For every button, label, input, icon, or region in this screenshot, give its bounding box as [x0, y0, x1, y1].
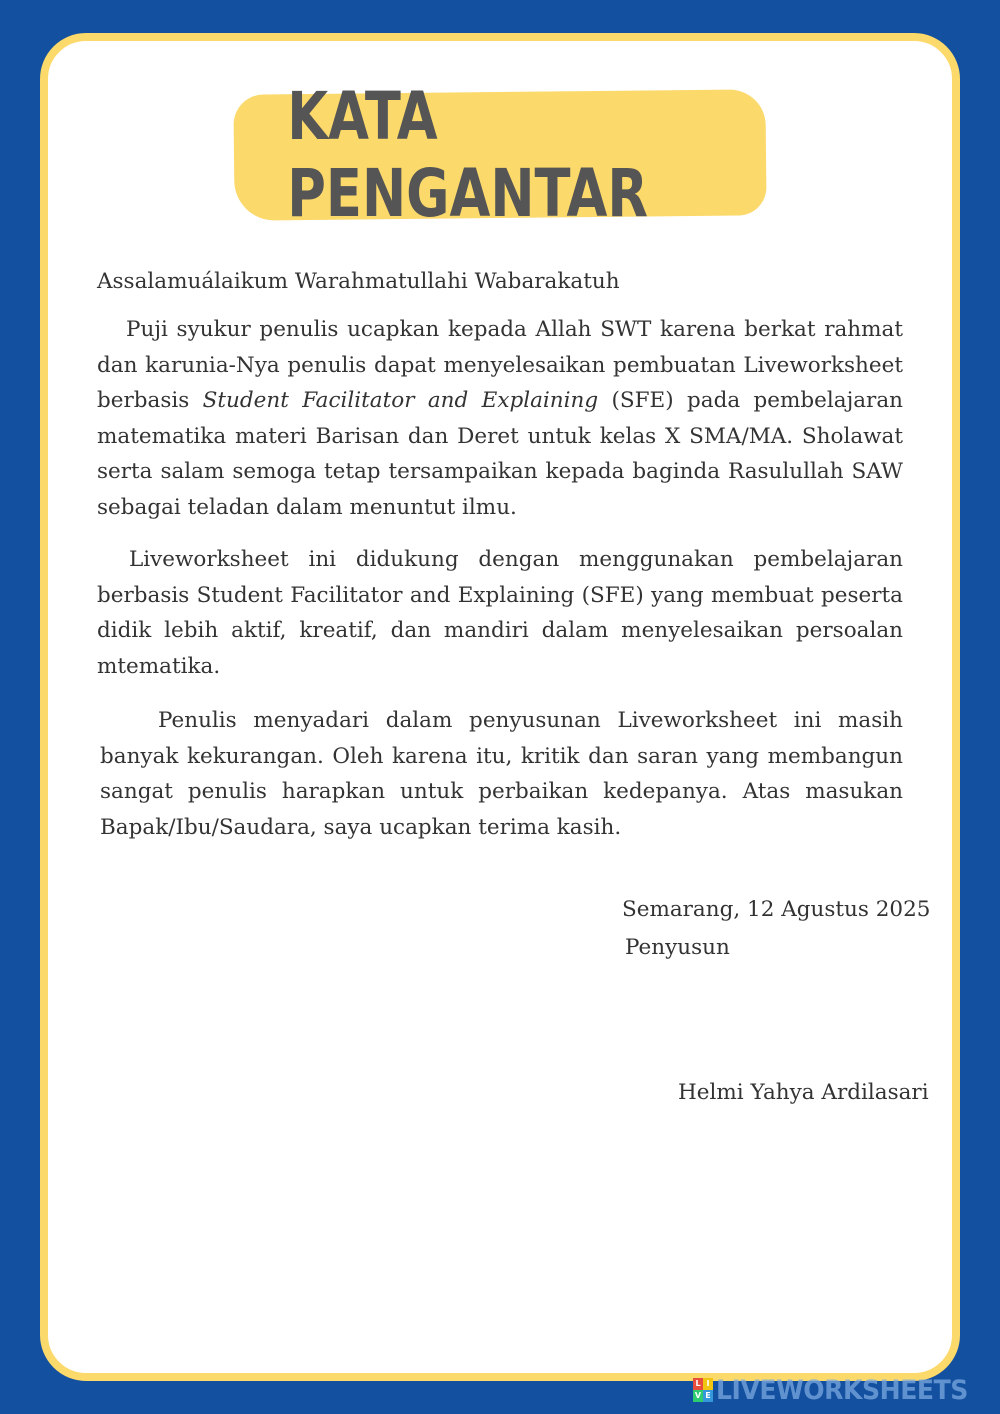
place-date: Semarang, 12 Agustus 2025 [622, 897, 931, 922]
signer-name: Helmi Yahya Ardilasari [678, 1080, 929, 1105]
page-title: KATA PENGANTAR [287, 78, 648, 232]
paragraph-1 [97, 312, 903, 526]
logo-letter-v: V [694, 1391, 702, 1400]
signer-role: Penyusun [625, 935, 730, 960]
paragraph-1-text-b: (SFE) pada pembelajaran matematika materi Barisan dan Deret untuk kelas X SMA/MA. Sholawat serta salam semoga tetap tersampaikan kepada baginda Rasulullah SAW sebagai teladan dalam menuntut ilmu. [97, 388, 904, 520]
liveworksheets-logo-icon [693, 1378, 713, 1402]
paragraph-3: Penulis menyadari dalam penyusunan Liveworksheet ini masih banyak kekurangan. Oleh karena itu, kritik dan saran yang membangun sangat penulis harapkan untuk perbaikan kedepanya. Atas masukan Bapak/Ibu/Saudara, saya ucapkan terima kasih. [100, 708, 903, 840]
logo-letter-i: I [703, 1378, 713, 1390]
paragraph-1-italic: Student Facilitator and Explaining [202, 388, 599, 414]
logo-letter-l: L [693, 1378, 703, 1390]
watermark-text: LIVEWORKSHEETS [716, 1374, 968, 1406]
greeting: Assalamuálaikum Warahmatullahi Wabarakatuh [97, 269, 620, 294]
logo-letter-e: E [703, 1390, 713, 1402]
paragraph-2: Liveworksheet ini didukung dengan menggunakan pembelajaran berbasis Student Facilitator and Explaining (SFE) yang membuat peserta didik lebih aktif, kreatif, dan mandiri dalam menyelesaikan persoalan mtematika. [97, 547, 903, 679]
liveworksheets-watermark [693, 1373, 987, 1407]
paragraph-1-text-a: Puji syukur penulis ucapkan kepada Allah SWT karena berkat rahmat dan karunia-Nya penulis dapat menyelesaikan pembuatan Liveworksheet berbasis [97, 317, 903, 414]
